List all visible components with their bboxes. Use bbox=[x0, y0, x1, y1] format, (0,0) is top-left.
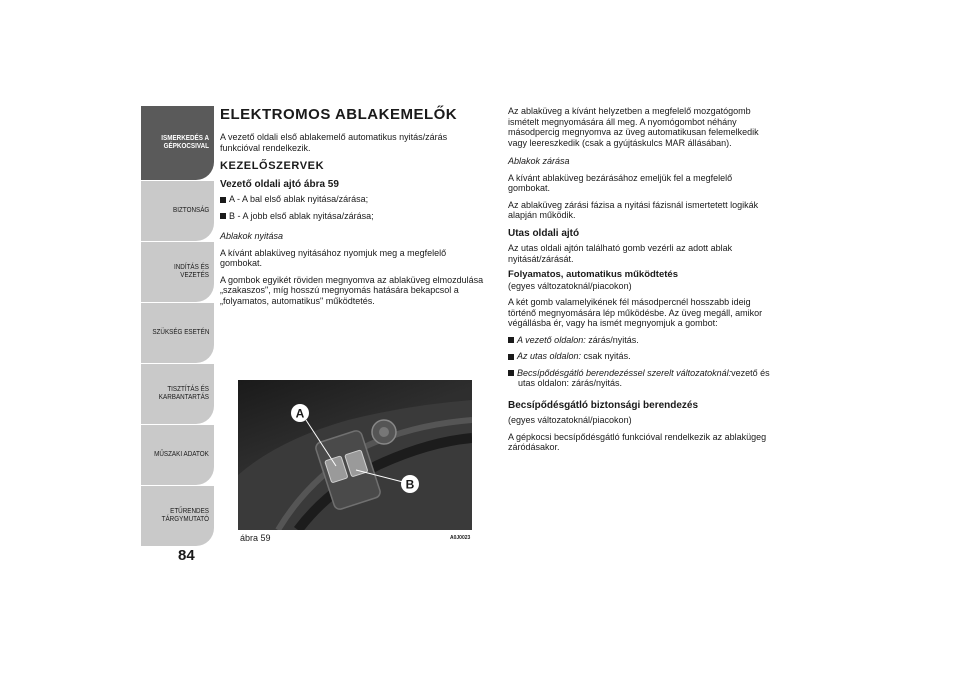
tab-ismerkedes[interactable] bbox=[141, 106, 214, 180]
paragraph: Az ablaküveg a kívánt helyzetben a megfelelő mozgatógomb ismételt megnyomására áll meg. A nyomógombot néhány másodpercig megnyomva az üveg automatikusan felemelkedik vagy leereszkedik (csak a gyújtáskulcs MAR állásában). bbox=[508, 106, 759, 148]
pinch-protection-sub: (egyes változatoknál/piacokon) bbox=[508, 415, 632, 425]
paragraph: Az ablaküveg zárási fázisa a nyitási fázisnál ismertetett logikák alapján működik. bbox=[508, 199, 759, 220]
opening-heading: Ablakok nyitása bbox=[220, 231, 284, 241]
figure-code: A0J0023 bbox=[450, 535, 471, 541]
callout-b-label: B bbox=[405, 477, 415, 492]
figure-illustration bbox=[238, 380, 472, 530]
chapter-sidebar bbox=[141, 106, 214, 547]
tab-label: ISMERKEDÉS A GÉPKOCSIVAL bbox=[161, 135, 209, 150]
right-column bbox=[508, 106, 776, 459]
paragraph: A kívánt ablaküveg nyitásához nyomjuk meg a megfelelő gombokat. bbox=[220, 247, 447, 268]
paragraph: A gépkocsi becsípődésgátló funkcióval rendelkezik az ablakügeg záródásakor. bbox=[508, 431, 767, 452]
tab-targymutato[interactable] bbox=[141, 486, 214, 546]
driver-door-heading: Vezető oldali ajtó ábra 59 bbox=[220, 178, 339, 190]
auto-operation-heading: Folyamatos, automatikus működtetés bbox=[508, 269, 678, 280]
pinch-protection-heading: Becsípődésgátló biztonsági berendezés bbox=[508, 399, 699, 411]
bullet-item: Az utas oldalon: csak nyitás. bbox=[508, 351, 776, 362]
closing-heading: Ablakok zárása bbox=[508, 156, 570, 166]
tab-label: TISZTÍTÁS ÉS KARBANTARTÁS bbox=[158, 386, 209, 401]
controls-heading: KEZELŐSZERVEK bbox=[220, 160, 325, 172]
tab-label: MŰSZAKI ADATOK bbox=[154, 451, 209, 458]
paragraph: A kívánt ablaküveg bezárásához emeljük fel a megfelelő gombokat. bbox=[508, 172, 733, 193]
auto-operation-sub: (egyes változatoknál/piacokon) bbox=[508, 280, 632, 291]
bullet-square-icon bbox=[508, 354, 514, 360]
tab-label: ETŰRENDES TÁRGYMUTATÓ bbox=[161, 508, 209, 523]
tab-inditas[interactable] bbox=[141, 242, 214, 302]
tab-label: SZÜKSÉG ESETÉN bbox=[151, 329, 209, 336]
mirror-knob-center bbox=[379, 427, 389, 437]
page-number: 84 bbox=[178, 547, 195, 564]
paragraph: A gombok egyikét röviden megnyomva az ablaküveg elmozdulása „szakaszos", míg hosszú megnyomás hatására bekapcsol a „folyamatos, automatikus" működtetés. bbox=[220, 274, 484, 306]
bullet-square-icon bbox=[508, 370, 514, 376]
bullet-square-icon bbox=[220, 213, 226, 219]
bullet-item: B - A jobb első ablak nyitása/zárása; bbox=[220, 211, 488, 222]
bullet-item: A - A bal első ablak nyitása/zárása; bbox=[220, 194, 488, 205]
figure-caption: ábra 59 bbox=[240, 533, 271, 543]
section-title: ELEKTROMOS ABLAKEMELŐK bbox=[220, 106, 458, 123]
callout-a-label: A bbox=[295, 406, 305, 421]
tab-muszaki[interactable] bbox=[141, 425, 214, 485]
bullet-item: A vezető oldalon: zárás/nyitás. bbox=[508, 335, 776, 346]
window-switch-figure bbox=[238, 380, 472, 530]
bullet-square-icon bbox=[508, 337, 514, 343]
left-column bbox=[220, 106, 488, 312]
bullet-square-icon bbox=[220, 197, 226, 203]
paragraph: A két gomb valamelyikének fél másodpercnél hosszabb ideig történő megnyomására lép működésbe. Az üveg megáll, amikor végállásba ér, vagy ha ismét megnyomjuk a gombot: bbox=[508, 297, 763, 328]
tab-biztonsag[interactable] bbox=[141, 181, 214, 241]
intro-paragraph: A vezető oldali első ablakemelő automatikus nyitás/zárás funkcióval rendelkezik. bbox=[220, 132, 448, 153]
bullet-item: Becsípődésgátló berendezéssel szerelt változatoknál:vezető és utas oldalon: zárás/nyitás. bbox=[508, 368, 776, 389]
passenger-door-heading: Utas oldali ajtó bbox=[508, 227, 580, 239]
paragraph: Az utas oldali ajtón található gomb vezérli az adott ablak nyitását/zárását. bbox=[508, 243, 733, 264]
tab-label: BIZTONSÁG bbox=[172, 207, 209, 214]
tab-label: INDÍTÁS ÉS VEZETÉS bbox=[173, 264, 209, 279]
tab-tisztitas[interactable] bbox=[141, 364, 214, 424]
tab-szukseg[interactable] bbox=[141, 303, 214, 363]
